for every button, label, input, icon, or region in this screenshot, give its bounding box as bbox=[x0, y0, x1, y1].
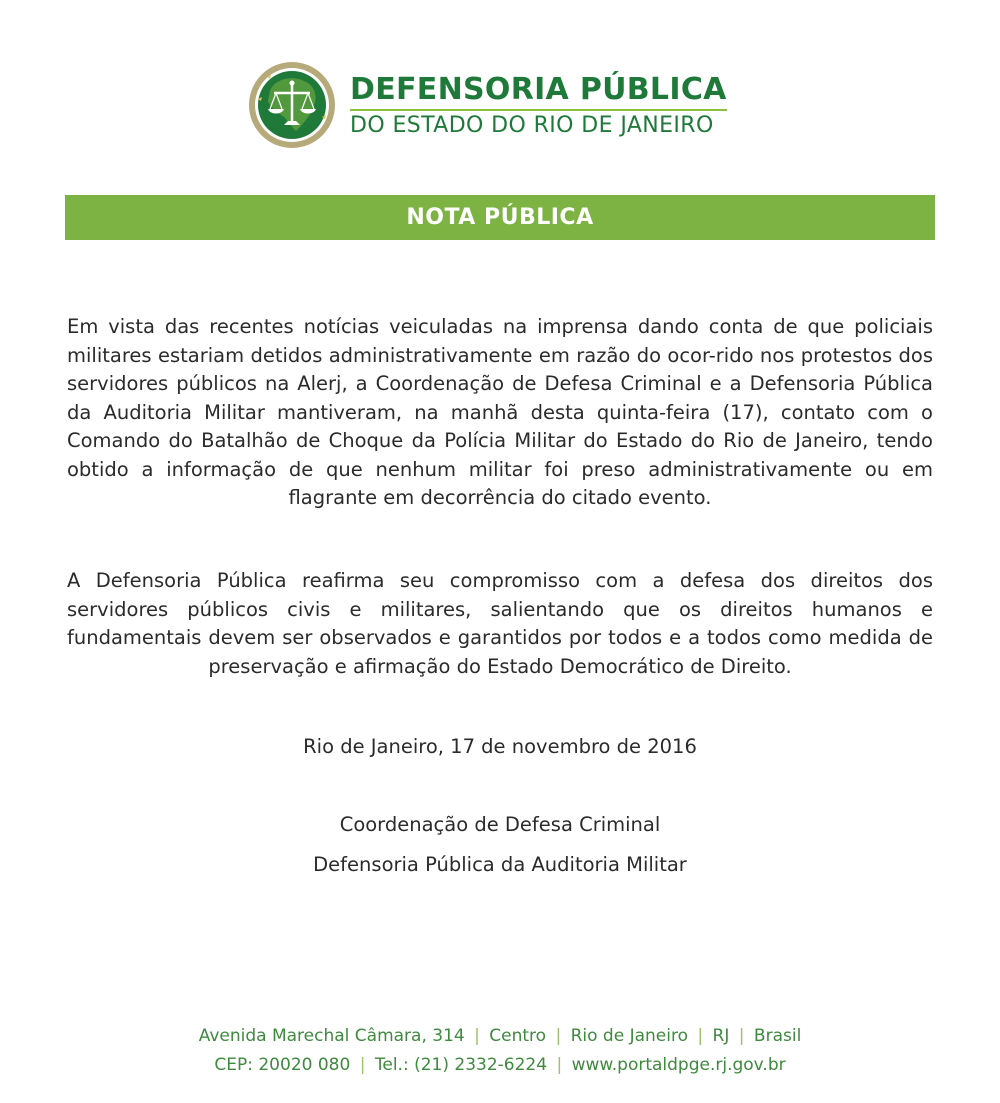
organization-subtitle: DO ESTADO DO RIO DE JANEIRO bbox=[350, 112, 714, 138]
footer-state: RJ bbox=[712, 1026, 730, 1046]
footer-separator: | bbox=[555, 1026, 562, 1046]
footer-website: www.portaldpge.rj.gov.br bbox=[571, 1055, 786, 1075]
date-line: Rio de Janeiro, 17 de novembro de 2016 bbox=[303, 735, 697, 758]
organization-title-block bbox=[350, 73, 727, 138]
footer-separator: | bbox=[697, 1026, 704, 1046]
footer-separator: | bbox=[738, 1026, 745, 1046]
footer-street: Avenida Marechal Câmara, 314 bbox=[198, 1026, 465, 1046]
paragraph-2: A Defensoria Pública reafirma seu compromisso com a defesa dos direitos dos servidores públicos civis e militares, salientando que os direitos humanos e fundamentais devem ser observados e garantidos por todos e a todos como medida de preservação e afirmação do Estado Democrático de Direito. bbox=[67, 569, 933, 678]
footer-address-line bbox=[0, 1026, 1000, 1046]
footer-phone: Tel.: (21) 2332-6224 bbox=[374, 1055, 548, 1075]
footer-separator: | bbox=[359, 1055, 366, 1075]
paragraph-1: Em vista das recentes notícias veiculadas na imprensa dando conta de que policiais militares estariam detidos administrativamente em razão do ocor-rido nos protestos dos servidores públicos na Alerj, a Coordenação de Defesa Criminal e a Defensoria Pública da Auditoria Militar mantiveram, na manhã desta quinta-feira (17), contato com o Comando do Batalhão de Choque da Polícia Militar do Estado do Rio de Janeiro, tendo obtido a informação de que nenhum militar foi preso administrativamente ou em flagrante em decorrência do citado evento. bbox=[67, 315, 933, 509]
defensoria-scales-emblem-icon bbox=[248, 61, 336, 149]
footer-contact-line bbox=[0, 1055, 1000, 1075]
footer-cep: CEP: 20020 080 bbox=[214, 1055, 351, 1075]
footer-district: Centro bbox=[489, 1026, 547, 1046]
footer-country: Brasil bbox=[753, 1026, 802, 1046]
title-banner bbox=[65, 195, 935, 240]
document-title: NOTA PÚBLICA bbox=[406, 205, 594, 230]
footer-separator: | bbox=[474, 1026, 480, 1046]
signature-line-1: Coordenação de Defesa Criminal bbox=[339, 813, 661, 836]
letterhead bbox=[248, 60, 727, 150]
footer-city: Rio de Janeiro bbox=[570, 1026, 688, 1046]
organization-name: DEFENSORIA PÚBLICA bbox=[350, 71, 727, 107]
signature-line-2: Defensoria Pública da Auditoria Militar bbox=[313, 853, 687, 876]
organization-divider bbox=[350, 109, 727, 111]
footer-separator: | bbox=[556, 1055, 563, 1075]
